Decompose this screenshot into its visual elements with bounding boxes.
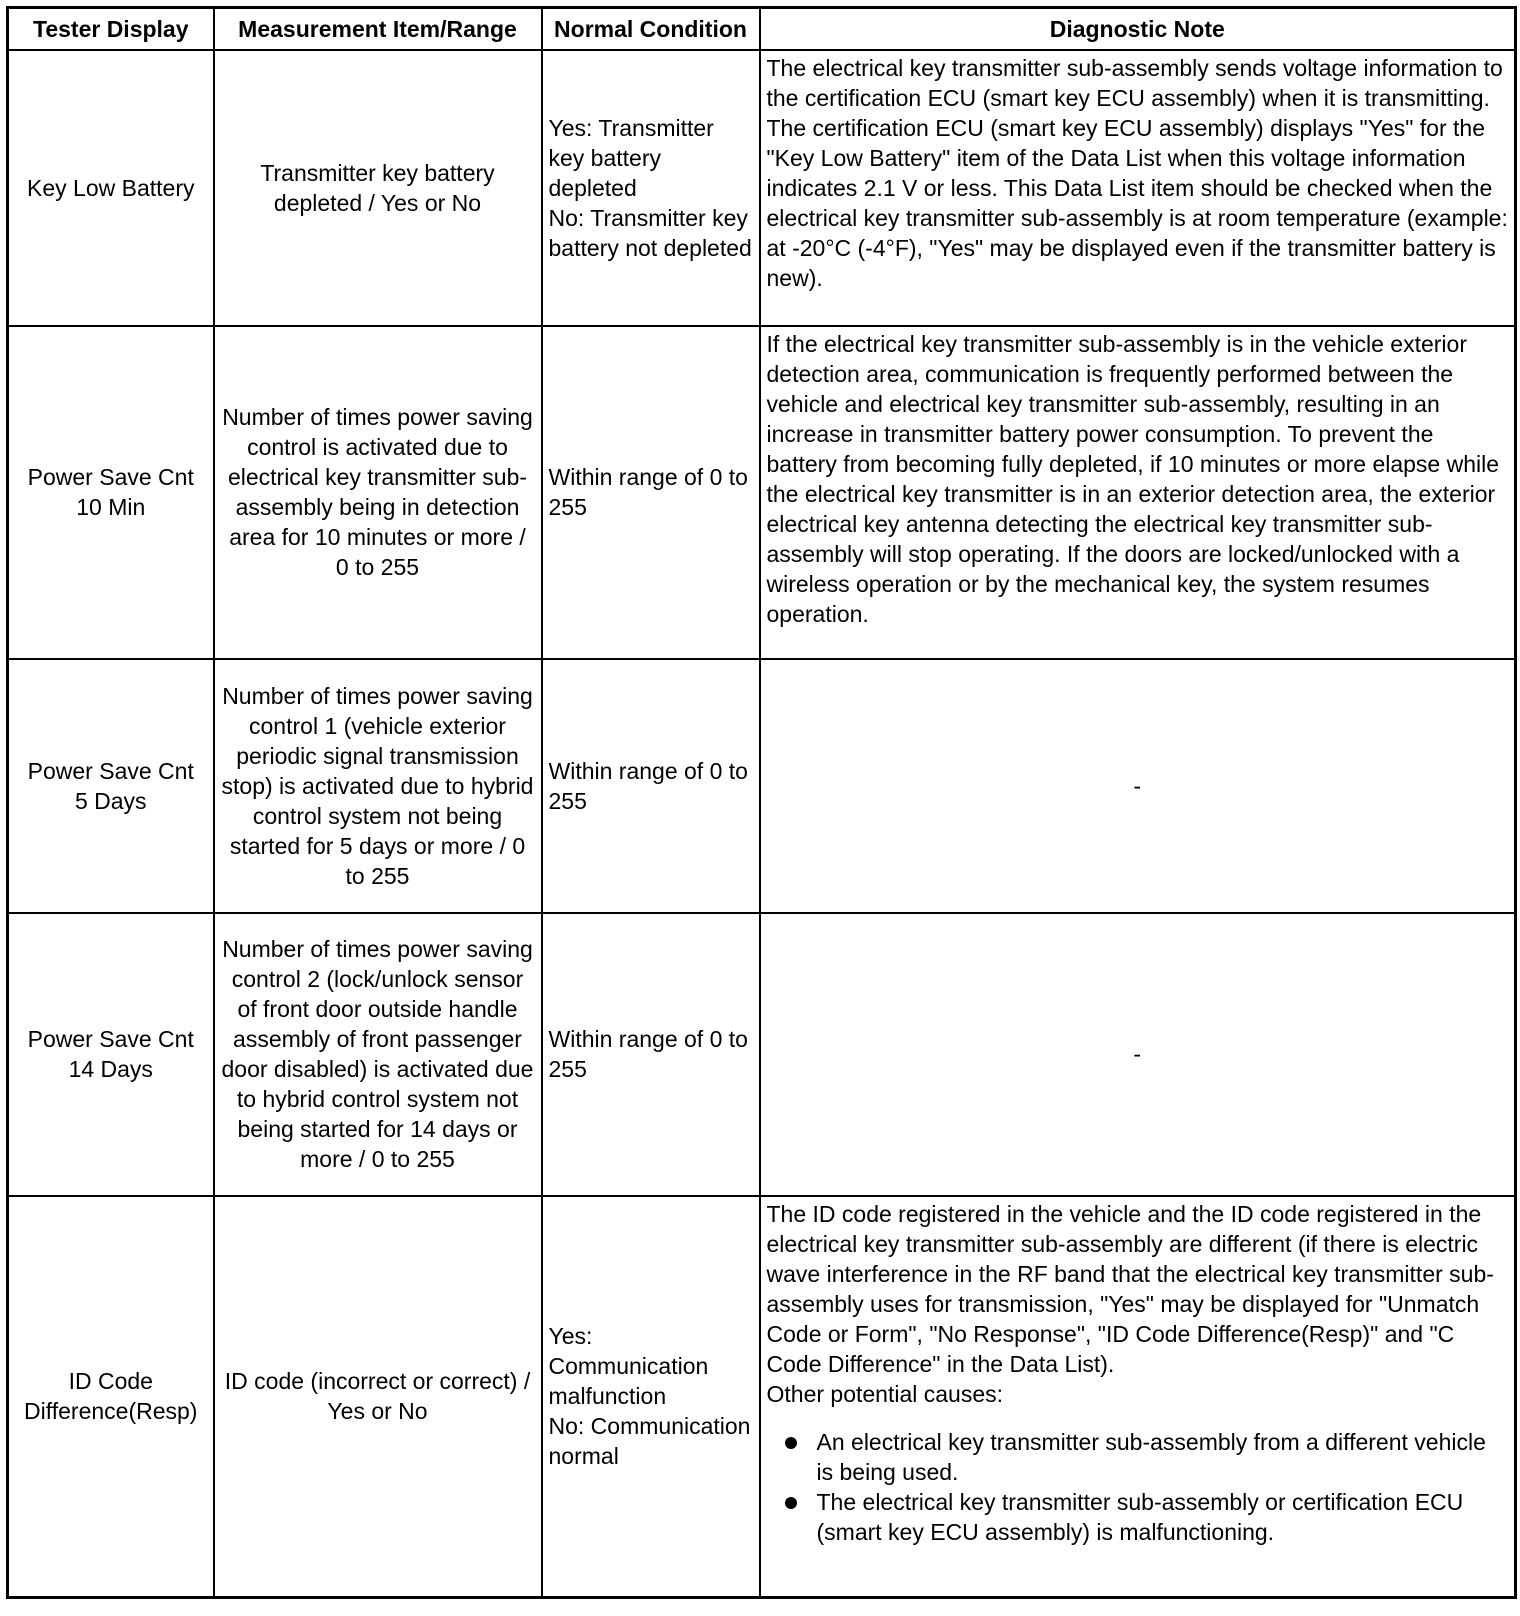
tester-display-cell: Power Save Cnt 14 Days: [8, 913, 214, 1196]
normal-condition-cell: Within range of 0 to 255: [542, 659, 760, 913]
diagnostic-note-cell: The electrical key transmitter sub-assembly sends voltage information to the certification ECU (smart key ECU assembly) when it is transmitting. The certification ECU (smart key ECU assembly) displays "Yes" for the "Key Low Battery" item of the Data List when this voltage information indicates 2.1 V or less. This Data List item should be checked when the electrical key transmitter sub-assembly is at room temperature (example: at -20°C (-4°F), "Yes" may be displayed even if the transmitter battery is new).: [760, 50, 1516, 326]
bullet-icon: [785, 1497, 797, 1509]
header-tester-display: Tester Display: [8, 8, 214, 50]
normal-condition-cell: Within range of 0 to 255: [542, 913, 760, 1196]
data-list-table: [6, 6, 1517, 1599]
normal-condition-cell: Yes: Transmitter key battery depleted No: Transmitter key battery not depleted: [542, 50, 760, 326]
header-diagnostic-note: Diagnostic Note: [760, 8, 1516, 50]
tester-display-cell: ID Code Difference(Resp): [8, 1196, 214, 1598]
table-row: [8, 913, 1516, 1196]
tester-display-cell: Power Save Cnt 5 Days: [8, 659, 214, 913]
diagnostic-note-cell: [760, 1196, 1516, 1598]
measurement-cell: Number of times power saving control is activated due to electrical key transmitter sub-assembly being in detection area for 10 minutes or more / 0 to 255: [214, 326, 542, 659]
diagnostic-note-cell: -: [760, 659, 1516, 913]
table-row: [8, 326, 1516, 659]
note-other-causes: Other potential causes:: [766, 1380, 1004, 1407]
table-row: [8, 659, 1516, 913]
normal-condition-cell: Within range of 0 to 255: [542, 326, 760, 659]
tester-display-cell: Power Save Cnt 10 Min: [8, 326, 214, 659]
normal-condition-cell: Yes: Communication malfunction No: Communication normal: [542, 1196, 760, 1598]
diagnostic-note-cell: If the electrical key transmitter sub-assembly is in the vehicle exterior detection area, communication is frequently performed between the vehicle and electrical key transmitter sub-assembly, resulting in an increase in transmitter battery power consumption. To prevent the battery from becoming fully depleted, if 10 minutes or more elapse while the electrical key transmitter is in an exterior detection area, the exterior electrical key antenna detecting the electrical key transmitter sub-assembly will stop operating. If the doors are locked/unlocked with a wireless operation or by the mechanical key, the system resumes operation.: [760, 326, 1516, 659]
diagnostic-note-cell: -: [760, 913, 1516, 1196]
bullet-icon: [785, 1437, 797, 1449]
causes-list: [767, 1427, 1509, 1547]
header-normal-condition: Normal Condition: [542, 8, 760, 50]
list-item: The electrical key transmitter sub-assembly or certification ECU (smart key ECU assembly) is malfunctioning.: [767, 1487, 1509, 1547]
tester-display-cell: Key Low Battery: [8, 50, 214, 326]
header-measurement: Measurement Item/Range: [214, 8, 542, 50]
measurement-cell: ID code (incorrect or correct) / Yes or No: [214, 1196, 542, 1598]
measurement-cell: Transmitter key battery depleted / Yes or No: [214, 50, 542, 326]
measurement-cell: Number of times power saving control 1 (vehicle exterior periodic signal transmission stop) is activated due to hybrid control system not being started for 5 days or more / 0 to 255: [214, 659, 542, 913]
table-row: [8, 1196, 1516, 1598]
measurement-cell: Number of times power saving control 2 (lock/unlock sensor of front door outside handle assembly of front passenger door disabled) is activated due to hybrid control system not being started for 14 days or more / 0 to 255: [214, 913, 542, 1196]
note-paragraph: The ID code registered in the vehicle and the ID code registered in the electrical key transmitter sub-assembly are different (if there is electric wave interference in the RF band that the electrical key transmitter sub-assembly uses for transmission, "Yes" may be displayed for "Unmatch Code or Form", "No Response", "ID Code Difference(Resp)" and "C Code Difference" in the Data List).: [766, 1200, 1494, 1377]
table-row: [8, 50, 1516, 326]
header-row: [8, 8, 1516, 50]
list-item: An electrical key transmitter sub-assembly from a different vehicle is being used.: [767, 1427, 1509, 1487]
